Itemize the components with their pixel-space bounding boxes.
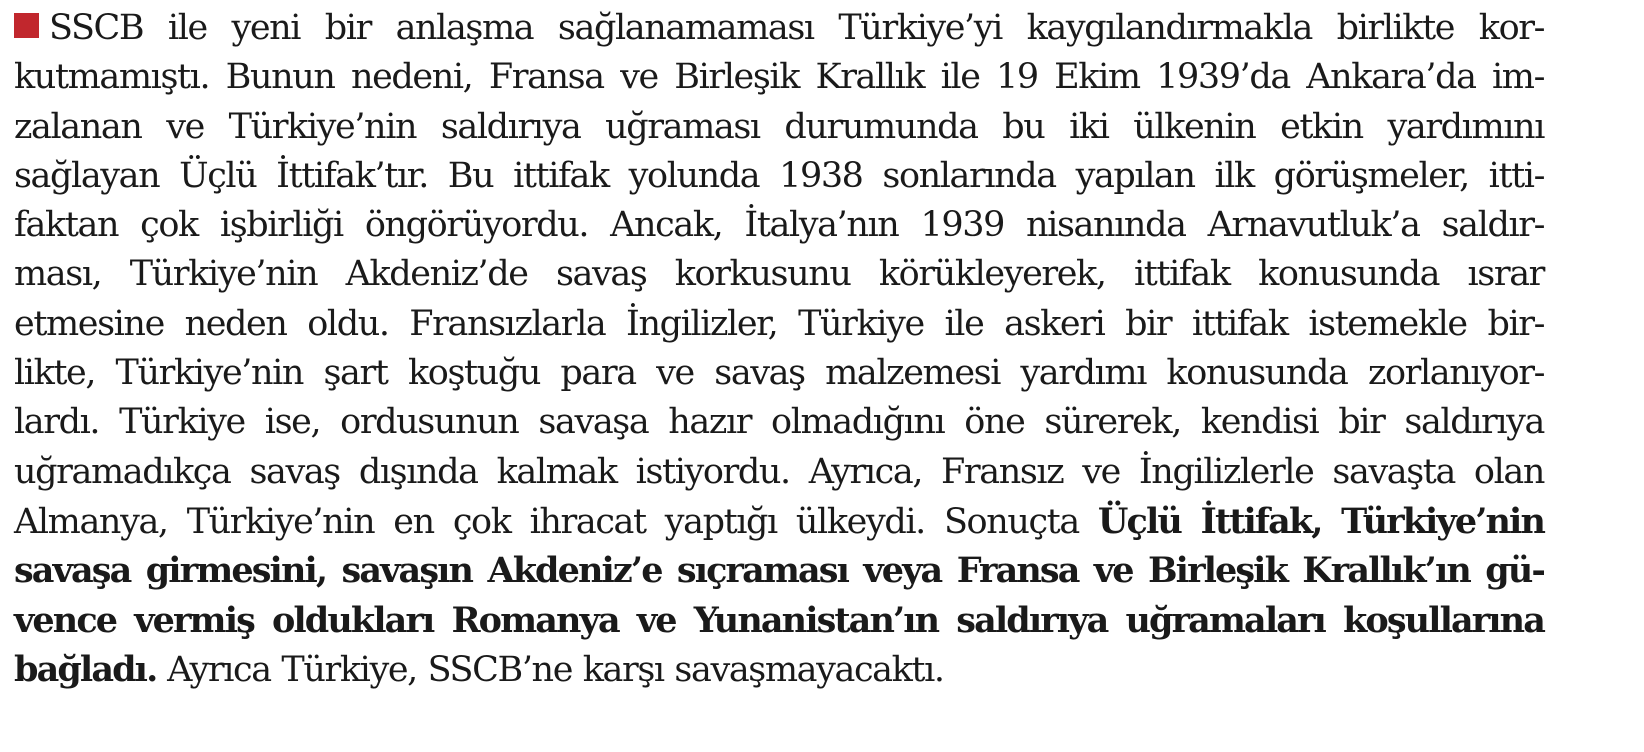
- line-text: uğramadıkça savaş dışında kalmak istiyordu. Ayrıca, Fransız ve İngilizlerle savaşta olan: [14, 451, 1544, 492]
- paragraph-line-3: [14, 103, 1544, 152]
- line-text: faktan çok işbirliği öngörüyordu. Ancak, İtalya’nın 1939 nisanında Arnavutluk’a saldır-: [14, 205, 1544, 246]
- paragraph-line-8: [14, 349, 1544, 398]
- paragraph-line-12: [14, 546, 1544, 595]
- paragraph-line-1: [14, 4, 1544, 53]
- line-text: etmesine neden oldu. Fransızlarla İngilizler, Türkiye ile askeri bir ittifak istemekle bir-: [14, 303, 1544, 344]
- line-text: sağlayan Üçlü İttifak’tır. Bu ittifak yolunda 1938 sonlarında yapılan ilk görüşmeler, itti-: [14, 155, 1544, 196]
- paragraph-line-10: [14, 448, 1544, 497]
- paragraph-line-6: [14, 250, 1544, 299]
- line-bold-text: savaşa girmesini, savaşın Akdeniz’e sıçraması veya Fransa ve Birleşik Krallık’ın gü-: [14, 550, 1544, 592]
- line-text: ması, Türkiye’nin Akdeniz’de savaş korkusunu körükleyerek, ittifak konusunda ısrar: [14, 254, 1544, 295]
- line-text: Ayrıca Türkiye, SSCB’ne karşı savaşmayacaktı.: [156, 649, 944, 690]
- line-text: Almanya, Türkiye’nin en çok ihracat yaptığı ülkeydi. Sonuçta: [14, 501, 1098, 542]
- paragraph-line-13: [14, 596, 1544, 645]
- paragraph-line-7: [14, 300, 1544, 349]
- paragraph-line-11: [14, 497, 1544, 546]
- red-square-bullet-icon: [14, 13, 39, 38]
- paragraph-line-5: [14, 201, 1544, 250]
- paragraph-line-2: [14, 53, 1544, 102]
- line-bold-text: Üçlü İttifak, Türkiye’nin: [1097, 500, 1544, 542]
- line-bold-text: vence vermiş oldukları Romanya ve Yunanistan’ın saldırıya uğramaları koşullarına: [14, 599, 1544, 641]
- paragraph-line-4: [14, 152, 1544, 201]
- line-bold-text: bağladı.: [14, 648, 157, 690]
- line-text: likte, Türkiye’nin şart koştuğu para ve savaş malzemesi yardımı konusunda zorlanıyor-: [14, 353, 1544, 394]
- line-text: kutmamıştı. Bunun nedeni, Fransa ve Birleşik Krallık ile 19 Ekim 1939’da Ankara’da im-: [14, 57, 1544, 98]
- text-block: [14, 4, 1544, 694]
- paragraph-line-14: [14, 645, 1544, 694]
- line-text: lardı. Türkiye ise, ordusunun savaşa hazır olmadığını öne sürerek, kendisi bir saldırıya: [14, 402, 1544, 443]
- line-text: SSCB ile yeni bir anlaşma sağlanamaması Türkiye’yi kaygılandırmakla birlikte kor-: [49, 8, 1544, 48]
- line-text: zalanan ve Türkiye’nin saldırıya uğraması durumunda bu iki ülkenin etkin yardımını: [14, 106, 1544, 147]
- paragraph-line-9: [14, 398, 1544, 447]
